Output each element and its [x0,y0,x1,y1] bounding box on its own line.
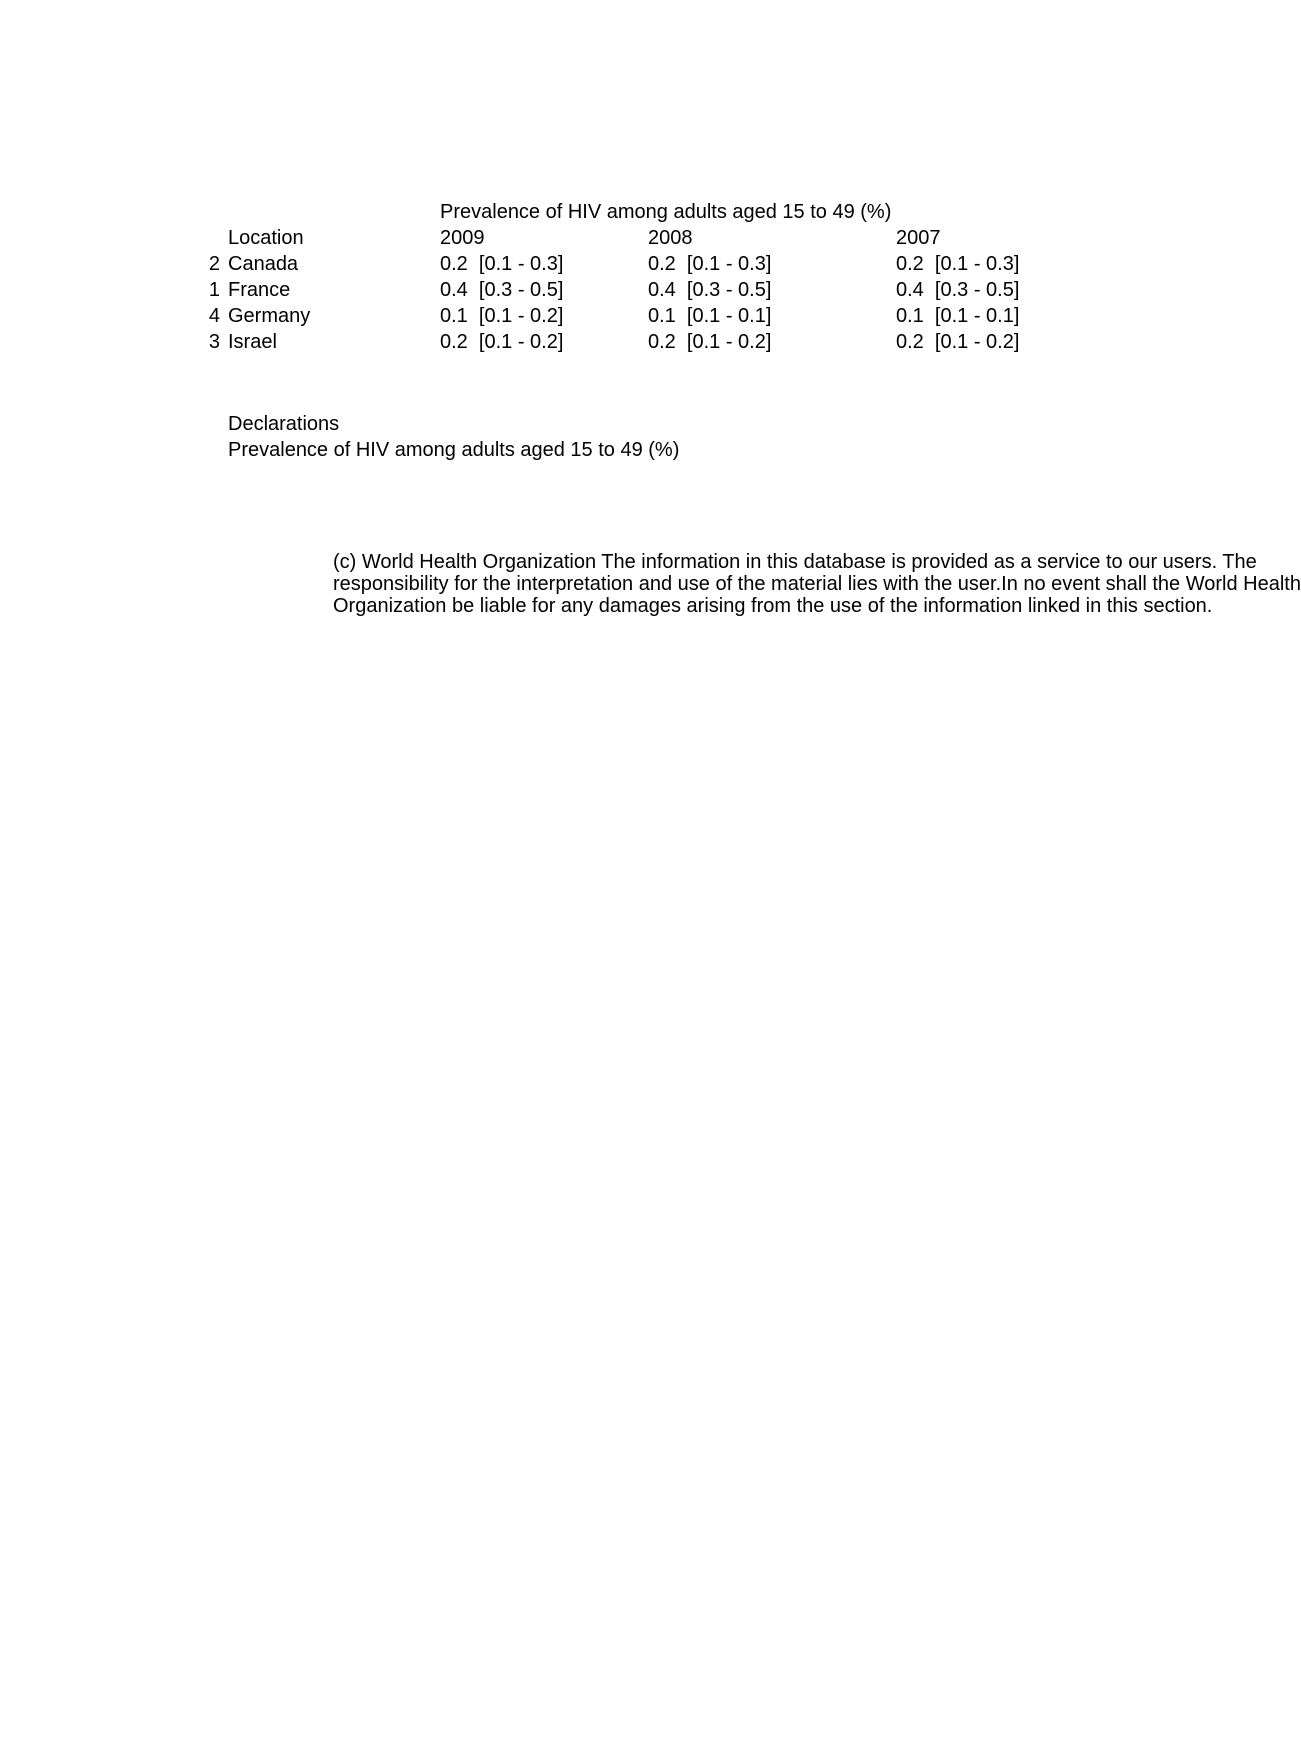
copyright-footer [333,551,1301,617]
value-cell: 0.1 [0.1 - 0.1] [896,305,1020,327]
value-cell: 0.2 [0.1 - 0.2] [648,331,772,353]
location-cell: Germany [228,305,311,327]
table-row [0,278,1241,304]
value-cell: 0.2 [0.1 - 0.3] [440,253,564,275]
table-row [0,330,1241,356]
table-row [0,304,1241,330]
value-cell: 0.1 [0.1 - 0.2] [440,305,564,327]
footer-line: (c) World Health Organization The information in this database is provided as a service to our users. The [333,551,1257,573]
value-cell: 0.2 [0.1 - 0.3] [648,253,772,275]
footer-line: Organization be liable for any damages arising from the use of the information linked in this section. [333,595,1213,617]
footer-line: responsibility for the interpretation and use of the material lies with the user.In no event shall the World Health [333,573,1301,595]
value-cell: 0.4 [0.3 - 0.5] [648,279,772,301]
location-cell: France [228,279,291,301]
rank-cell: 2 [208,253,220,275]
year-column-header: 2008 [648,227,693,249]
location-cell: Israel [228,331,277,353]
declarations-text: Prevalence of HIV among adults aged 15 to 49 (%) [228,439,680,461]
location-column-header: Location [228,227,304,249]
rank-cell: 1 [208,279,220,301]
rank-cell: 3 [208,331,220,353]
rank-cell: 4 [208,305,220,327]
value-cell: 0.2 [0.1 - 0.2] [440,331,564,353]
value-cell: 0.2 [0.1 - 0.3] [896,253,1020,275]
declarations-heading: Declarations [228,413,340,435]
value-cell: 0.1 [0.1 - 0.1] [648,305,772,327]
value-cell: 0.4 [0.3 - 0.5] [896,279,1020,301]
indicator-title: Prevalence of HIV among adults aged 15 to 49 (%) [440,201,892,223]
location-cell: Canada [228,253,299,275]
table-row [0,252,1241,278]
year-column-header: 2007 [896,227,941,249]
value-cell: 0.2 [0.1 - 0.2] [896,331,1020,353]
value-cell: 0.4 [0.3 - 0.5] [440,279,564,301]
year-column-header: 2009 [440,227,485,249]
